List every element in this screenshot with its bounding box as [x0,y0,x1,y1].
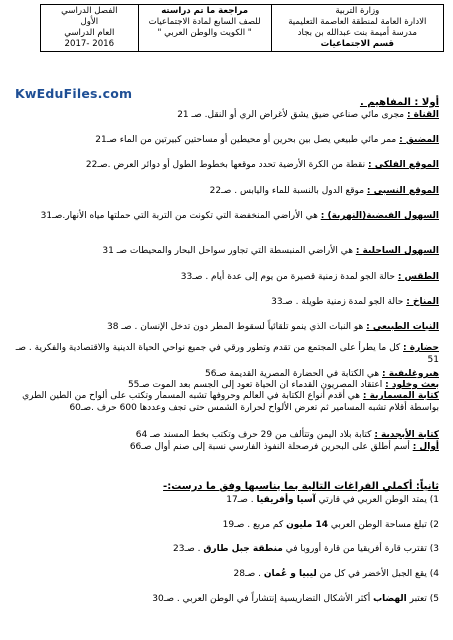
header-table [40,4,444,52]
concept-item: الموقع النسبي : موقع الدول بالنسبة للماء واليابس . صـ22 [209,186,439,196]
concept-item: كتابة الأبجدية : كتابة بلاد اليمن وتتألف من 29 حرف وتكتب بخط المسند صـ 64 [135,430,439,440]
term-label: الفصل الدراسي [61,6,118,16]
district-name: الادارة العامة لمنطقة العاصمة التعليمية [288,17,427,27]
section1-title: أولا : المفاهيم . [359,97,439,108]
concept-item: النبات الطبيعي : هو النبات الذي ينمو تلقائياً لسقوط المطر دون تدخل الإنسان . صـ 38 [107,322,439,332]
concept-item: الموقع الفلكي : نقطة من الكرة الأرضية تحدد موقعها بخطوط الطول أو دوائر العرض .صـ22 [85,160,439,170]
section2-title: ثانياً: أكملي الفراغات التالية بما يناسبها وفق ما درست:- [163,481,439,492]
fill-blank-item: 2) تبلغ مساحة الوطن العربي 14 مليون كم مربع . صـ19 [222,520,439,530]
review-subtitle: للصف السابع لمادة الاجتماعيات [148,17,261,27]
header-term-cell [41,5,139,52]
review-topic: " الكويت والوطن العربي " [157,28,252,38]
concept-item: كتابة المسمارية : هي أقدم أنواع الكتابة في العالم وحروفها تشبه المسمار وتكتب على ألواح من الطين الطري بواسطة أقلام تشبه المسامير ثم تعرض الألواح لحرارة الشمس حتى تجف وعددها 600 حرف .صـ60 [22,391,439,413]
fill-blank-item: 5) تعتبر الهضاب أكثر الأشكال التضاريسية إنتشاراً في الوطن العربي . صـ30 [152,594,439,604]
year-label: العام الدراسي [64,28,115,38]
ministry-name: وزارة التربية [335,6,380,16]
year-value: 2016 -2017 [64,39,115,49]
concept-item: بعث وخلود : اعتقاد المصريون القدماء ان الحياة تعود إلى الجسم بعد الموت صـ55 [127,380,439,390]
fill-blank-item: 4) يقع الجبل الأخضر في كل من ليبيا و عُمان . صـ28 [233,569,439,579]
department-name: قسم الاجتماعيات [320,39,395,49]
concept-item: هيروغليفية : هي الكتابة في الحضارة المصرية القديمة صـ56 [204,369,439,379]
concept-item: القناة : مجرى مائي صناعي ضيق يشق لأغراض الري أو النقل. صـ 21 [177,110,439,120]
header-title-cell [138,5,271,52]
concept-item: المناخ : حالة الجو لمدة زمنية طويلة . صـ33 [271,297,439,307]
site-watermark[interactable]: KwEduFiles.com [15,86,133,101]
concept-item: السهول الساحلية : هي الأراضي المنبسطة التي تجاور سواحل البحار والمحيطات صـ 31 [102,246,439,256]
review-title: مراجعة ما تم دراسته [161,6,249,16]
header-ministry-cell [271,5,443,52]
concept-item: حضارة : كل ما يطرأ على المجتمع من تقدم وتطور ورقي في جميع نواحي الحياة الدينية والاقتصادية والفكرية . صـ 51 [15,343,439,365]
concept-item: الطقس : حالة الجو لمدة زمنية قصيرة من يوم إلى عدة أيام . صـ33 [180,272,439,282]
term-value: الأول [80,17,99,27]
school-name: مدرسة أميمة بنت عبدالله بن بجاد [297,28,417,38]
concept-item: أوال : أسم أطلق على البحرين فرصحلة النفوذ الفارسي نسبة إلى صنم أوال صـ66 [129,442,439,452]
fill-blank-item: 1) يمتد الوطن العربي في قارتي آسيا وأفريقيا . صـ17 [226,495,439,505]
fill-blank-item: 3) تقترب قارة أفريقيا من قارة أوروبا في منطقة جبل طارق . صـ23 [173,544,439,554]
concept-item: المضيق : ممر مائي طبيعي يصل بين بحرين أو محيطين أو مساحتين كبيرتين من الماء صـ21 [95,135,439,145]
concept-item: السهول الفيضية(النهرية) : هي الأراضي المنخفضة التي تكونت من التربة التي حملتها مياه الأنهار.صـ31 [40,211,439,221]
